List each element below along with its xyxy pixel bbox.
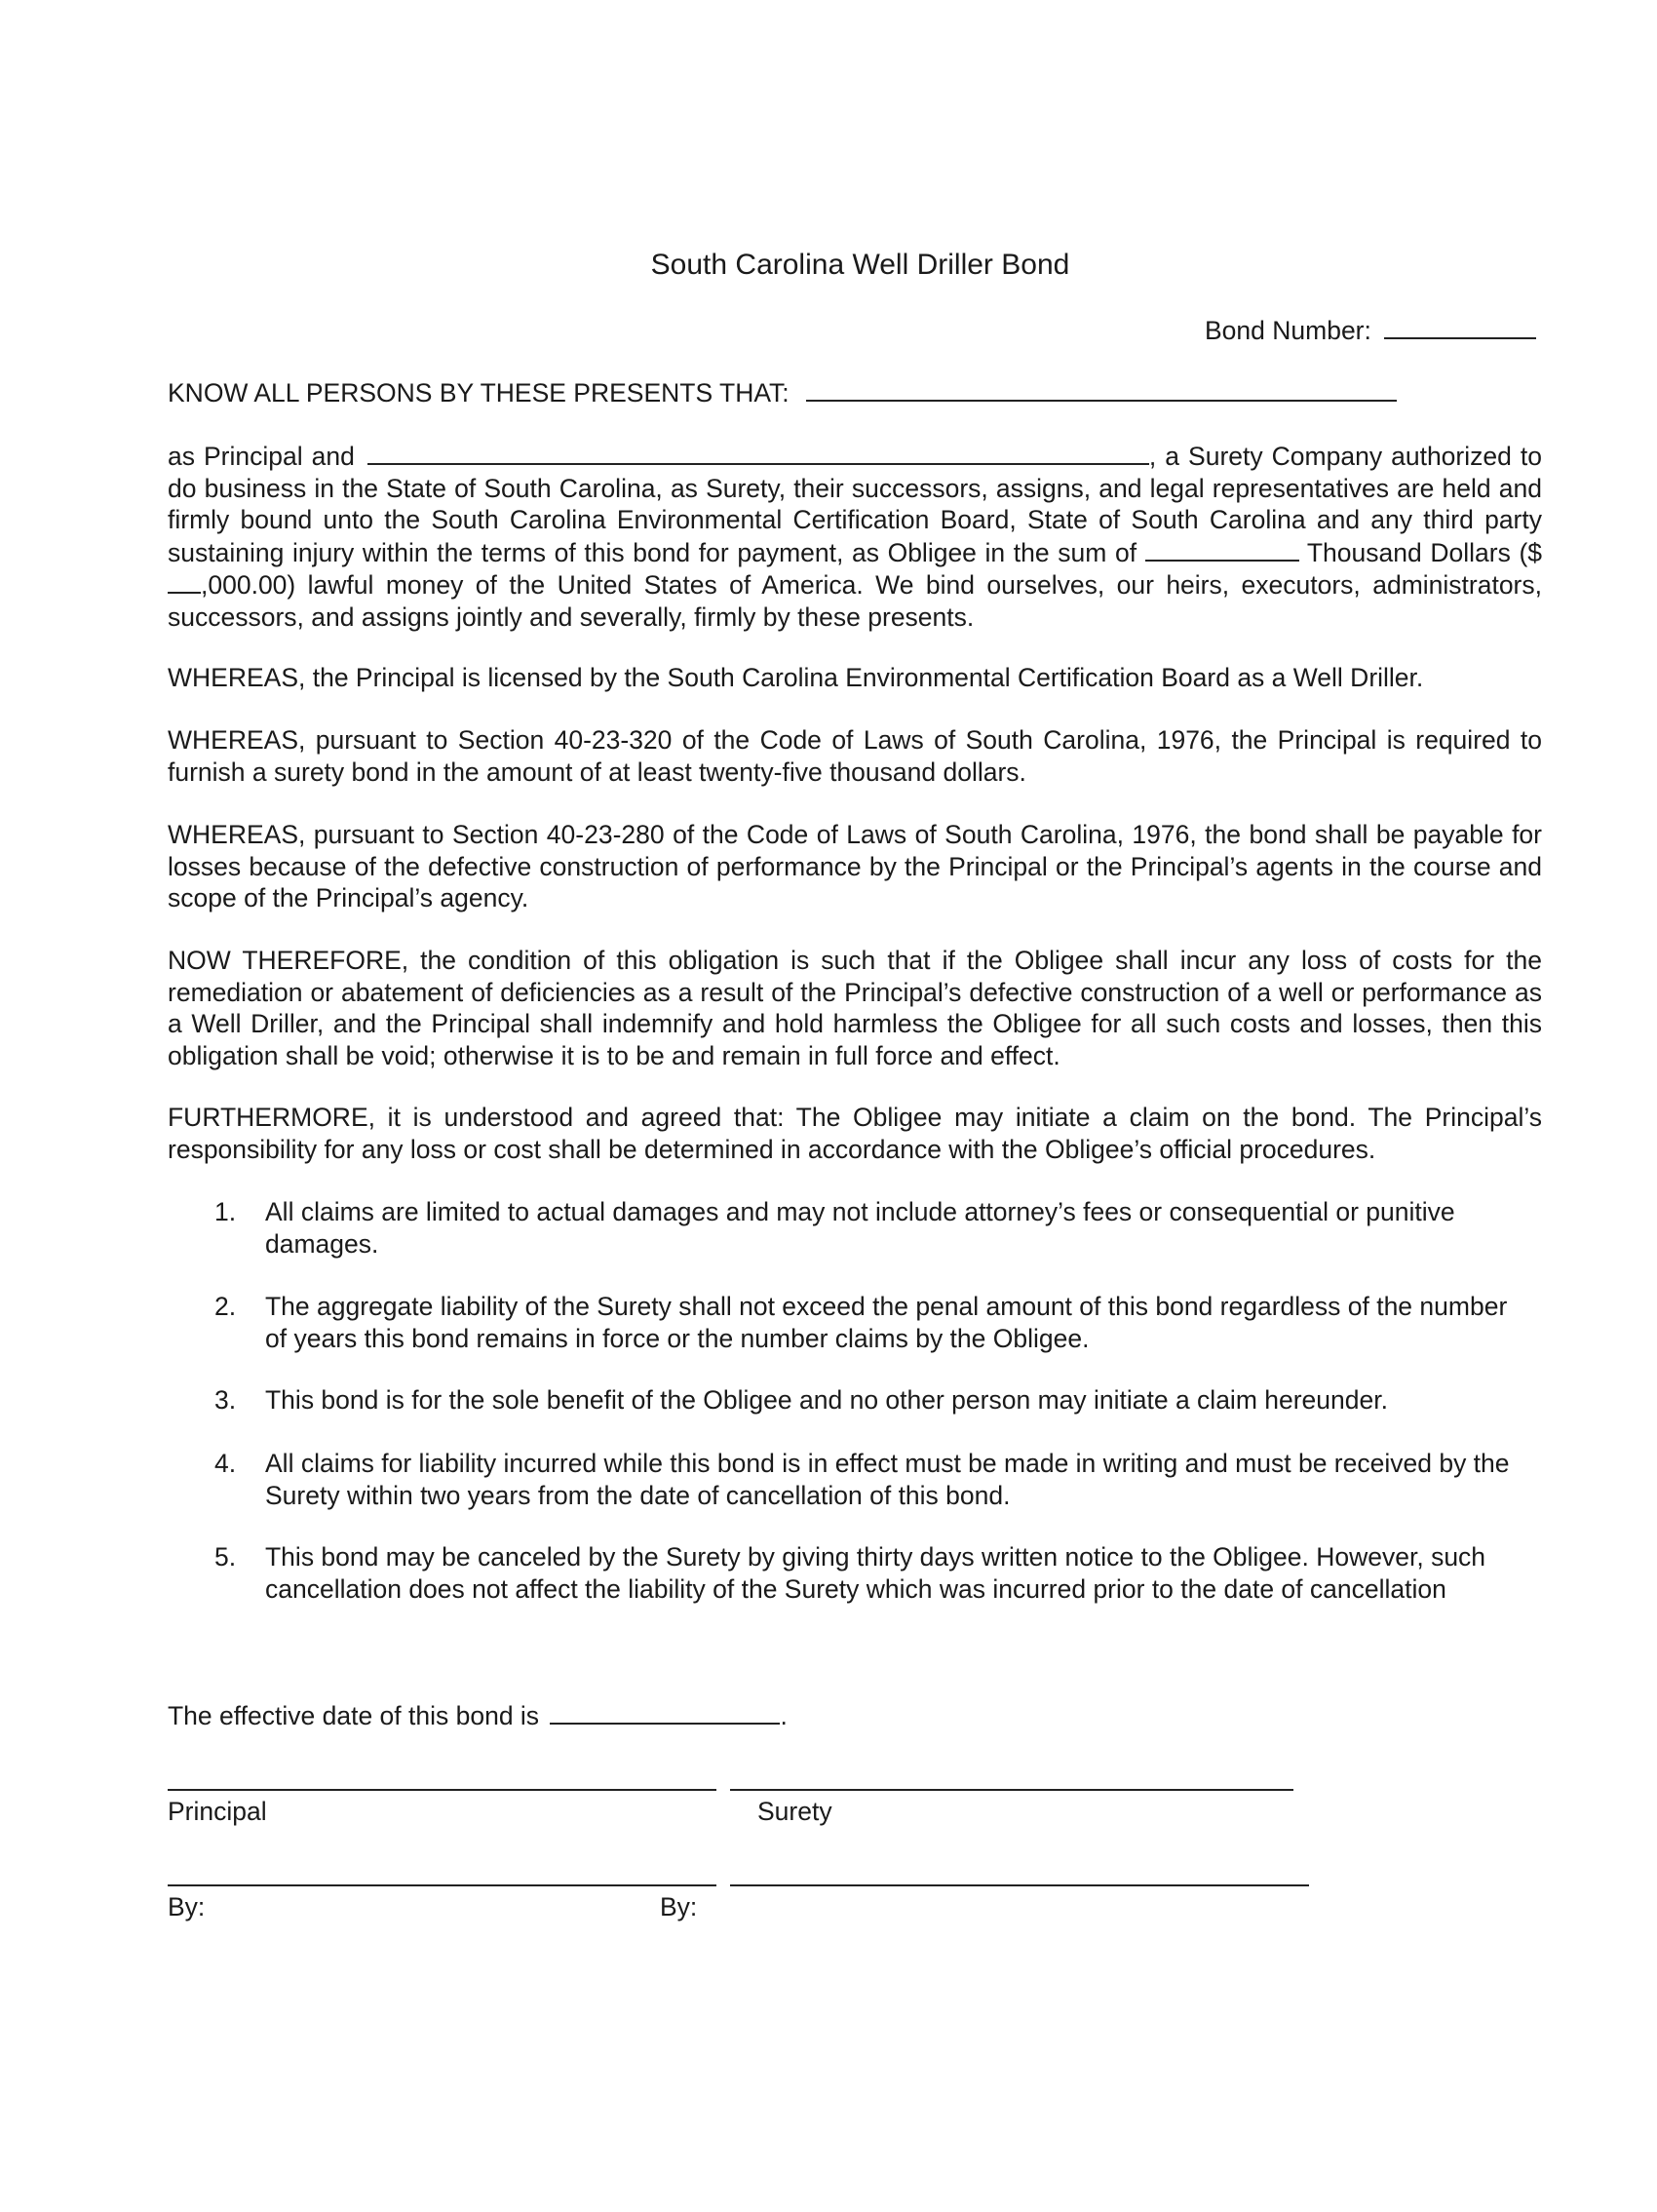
principal-by-label: By: — [168, 1892, 206, 1921]
now-therefore-paragraph: NOW THEREFORE, the condition of this obligation is such that if the Obligee shall incur any loss of costs for the remediation or abatement of deficiencies as a result of the Principal’s defective construction of a well or performance as a Well Driller, and the Principal shall indemnify and hold harmless the Obligee for all such costs and losses, then this obligation shall be void; otherwise it is to be and remain in full force and effect. — [168, 946, 1542, 1070]
p1-end: ,000.00) lawful money of the United States of America. We bind ourselves, our heirs, executors, administrators, successors, and assigns jointly and severally, firmly by these presents. — [168, 570, 1542, 632]
page-title: South Carolina Well Driller Bond — [650, 249, 1070, 281]
list-item-number: 1. — [214, 1197, 237, 1226]
whereas-licensed: WHEREAS, the Principal is licensed by the South Carolina Environmental Certification Board as a Well Driller. — [168, 663, 1424, 692]
effective-date-label: The effective date of this bond is — [168, 1701, 540, 1730]
principal-signature-line[interactable] — [168, 1789, 716, 1791]
list-item-number: 2. — [214, 1292, 237, 1321]
whereas-section-280: WHEREAS, pursuant to Section 40-23-280 of the Code of Laws of South Carolina, 1976, the bond shall be payable for losses because of the defective construction of performance by the Principal or the Principal’s agents in the course and scope of the Principal’s agency. — [168, 820, 1542, 912]
surety-by-label: By: — [660, 1892, 698, 1921]
p1-start: as Principal and — [168, 442, 355, 471]
list-item-text: All claims are limited to actual damages and may not include attorney’s fees or consequential or punitive damages. — [265, 1197, 1455, 1259]
principal-by-line[interactable] — [168, 1884, 716, 1886]
list-item-text: All claims for liability incurred while this bond is in effect must be made in writing and must be received by the Surety within two years from the date of cancellation of this bond. — [265, 1449, 1510, 1510]
list-item-number: 4. — [214, 1449, 237, 1478]
sum-words-field[interactable] — [1145, 536, 1299, 562]
whereas-section-320: WHEREAS, pursuant to Section 40-23-320 of the Code of Laws of South Carolina, 1976, the Principal is required to furnish a surety bond in the amount of at least twenty-five thousand dollars. — [168, 725, 1542, 787]
principal-label: Principal — [168, 1797, 267, 1826]
bond-number-line — [1205, 314, 1536, 347]
p1-after-blank: , a Surety Company authorized to do business in the State of South Carolina, as Surety, their successors, assigns, and legal representatives are held and firmly bound unto the South Carolina Environmental Certification Board, State of South Carolina and any third party sustaining injury within the terms of this bond for payment, as Obligee in the sum of — [168, 442, 1542, 567]
surety-by-line[interactable] — [730, 1884, 1309, 1886]
surety-signature-line[interactable] — [730, 1789, 1293, 1791]
bond-number-label: Bond Number: — [1205, 316, 1371, 345]
list-item-text: This bond is for the sole benefit of the Obligee and no other person may initiate a claim hereunder. — [265, 1385, 1388, 1415]
effective-date-line — [168, 1699, 788, 1732]
surety-name-field[interactable] — [367, 440, 1149, 465]
effective-date-field[interactable] — [550, 1699, 780, 1725]
bond-number-field[interactable] — [1384, 314, 1536, 339]
effective-date-end: . — [780, 1701, 788, 1730]
know-all-line — [168, 376, 1397, 409]
p1-thousand: Thousand Dollars ($ — [1306, 537, 1543, 567]
sum-digits-field[interactable] — [168, 568, 201, 594]
furthermore-paragraph: FURTHERMORE, it is understood and agreed that: The Obligee may initiate a claim on the bond. The Principal’s responsibility for any loss or cost shall be determined in accordance with the Obligee’s official procedures. — [168, 1103, 1542, 1164]
list-item-text: This bond may be canceled by the Surety by giving thirty days written notice to the Obligee. However, such cancellation does not affect the liability of the Surety which was incurred prior to the date of cancellation — [265, 1542, 1486, 1604]
surety-paragraph — [168, 440, 1542, 633]
list-item-number: 3. — [214, 1385, 237, 1415]
list-item-number: 5. — [214, 1542, 237, 1572]
surety-label: Surety — [757, 1797, 832, 1826]
list-item-text: The aggregate liability of the Surety shall not exceed the penal amount of this bond regardless of the number of years this bond remains in force or the number claims by the Obligee. — [265, 1292, 1508, 1353]
know-all-text: KNOW ALL PERSONS BY THESE PRESENTS THAT: — [168, 378, 790, 407]
principal-name-field[interactable] — [806, 376, 1397, 402]
